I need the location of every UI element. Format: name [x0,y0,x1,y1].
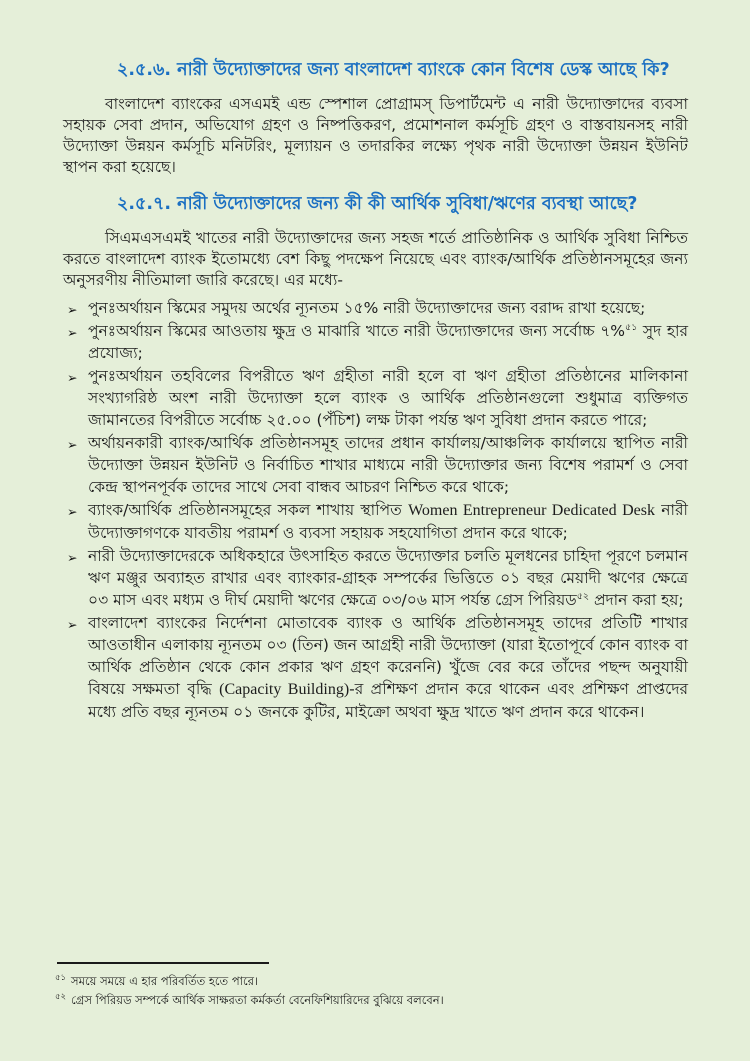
footnote-2 [55,992,695,1009]
section-paragraph-2-5-6: বাংলাদেশ ব্যাংকের এসএমই এন্ড স্পেশাল প্রোগ্রামস্ ডিপার্টমেন্ট এ নারী উদ্যোক্তাদের ব্যবসা সহায়ক সেবা প্রদান, অভিযোগ গ্রহণ ও নিষ্পত্তিকরণ, প্রমোশনাল কর্মসূচি গ্রহণ ও বাস্তবায়নসহ নারী উদ্যোক্তা উন্নয়ন কর্মসূচি মনিটরিং, মূল্যায়ন ও তদারকির লক্ষ্যে পৃথক নারী উদ্যোক্তা উন্নয়ন ইউনিট স্থাপন করা হয়েছে। [63,95,688,176]
bullet-text-english: (Capacity Building) [219,681,350,698]
arrow-bullet-icon: ➢ [67,437,78,452]
footnote-ref-51: ৫১ [625,321,638,333]
bullet-item-6 [63,545,688,611]
section-intro-2-5-7: সিএমএসএমই খাতের নারী উদ্যোক্তাদের জন্য সহজ শর্তে প্রাতিষ্ঠানিক ও আর্থিক সুবিধা নিশ্চিত করতে বাংলাদেশ ব্যাংক ইতোমধ্যে বেশ কিছু পদক্ষেপ নিয়েছে এবং ব্যাংক/আর্থিক প্রতিষ্ঠানসমূহের জন্য অনুসরণীয় নীতিমালা জারি করেছে। এর মধ্যে- [63,229,688,289]
bullet-text: নারী উদ্যোক্তাগণকে যাবতীয় পরামর্শ ও ব্যবসা সহায়ক সহযোগিতা প্রদান করে থাকে; [88,501,688,542]
bullet-item-4 [63,432,688,498]
section-heading-2-5-6: ২.৫.৬. নারী উদ্যোক্তাদের জন্য বাংলাদেশ ব্যাংকে কোন বিশেষ ডেস্ক আছে কি? [117,60,670,80]
bullet-text: পুনঃঅর্থায়ন স্কিমের আওতায় ক্ষুদ্র ও মাঝারি খাতে নারী উদ্যোক্তাদের জন্য সর্বোচ্চ ৭% [88,322,626,340]
bullet-text: পুনঃঅর্থায়ন স্কিমের সমুদয় অর্থের ন্যূনতম ১৫% নারী উদ্যোক্তাদের জন্য বরাদ্দ রাখা হয়েছে; [88,299,646,317]
footnote-marker-52: ৫২ [55,991,67,1002]
arrow-bullet-icon: ➢ [67,370,78,385]
bullet-item-1 [63,297,688,319]
bullet-text: অর্থায়নকারী ব্যাংক/আর্থিক প্রতিষ্ঠানসমূহ তাদের প্রধান কার্যালয়/আঞ্চলিক কার্যালয়ে স্থাপিত নারী উদ্যোক্তা উন্নয়ন ইউনিট ও নির্বাচিত শাখার মাধ্যমে নারী উদ্যোক্তার জন্য বিশেষ পরামর্শ ও সেবা কেন্দ্র স্থাপনপূর্বক তাদের সাথে সেবা বান্ধব আচরণ নিশ্চিত করে থাকে; [88,434,688,496]
bullet-text: বাংলাদেশ ব্যাংকের নির্দেশনা মোতাবেক ব্যাংক ও আর্থিক প্রতিষ্ঠানসমূহ তাদের প্রতিটি শাখার আওতাধীন এলাকায় ন্যূনতম ০৩ (তিন) জন আগ্রহী নারী উদ্যোক্তা (যারা ইতোপূর্বে কোন ব্যাংক বা আর্থিক প্রতিষ্ঠান থেকে কোন প্রকার ঋণ গ্রহণ করেননি) খুঁজে বের করে তাঁদের পছন্দ অনুযায়ী বিষয়ে সক্ষমতা বৃদ্ধি [88,614,688,698]
arrow-bullet-icon: ➢ [67,504,78,519]
arrow-bullet-icon: ➢ [67,302,78,317]
footnote-text: গ্রেস পিরিয়ড সম্পর্কে আর্থিক সাক্ষরতা কর্মকর্তা বেনেফিশিয়ারিদের বুঝিয়ে বলবেন। [71,992,444,1007]
bullet-item-5 [63,499,688,544]
bullet-text: প্রদান করা হয়; [589,591,684,609]
bullet-list [63,297,688,723]
bullet-item-3 [63,365,688,431]
section-2-5-6 [63,57,688,178]
bullet-text: -র প্রশিক্ষণ প্রদান করে থাকেন এবং প্রশিক্ষণ প্রাপ্তদের মধ্যে প্রতি বছর ন্যূনতম ০১ জনকে কুটির, মাইক্রো অথবা ক্ষুদ্র খাতে ঋণ প্রদান করে থাকেন। [88,680,688,721]
bullet-text: পুনঃঅর্থায়ন তহবিলের বিপরীতে ঋণ গ্রহীতা নারী হলে বা ঋণ গ্রহীতা প্রতিষ্ঠানের মালিকানা সংখ্যাগরিষ্ঠ অংশ নারী উদ্যোক্তা হলে ব্যাংক ও আর্থিক প্রতিষ্ঠানগুলো শুধুমাত্র ব্যক্তিগত জামানতের বিপরীতে সর্বোচ্চ ২৫.০০ (পঁচিশ) লক্ষ টাকা পর্যন্ত ঋণ সুবিধা প্রদান করতে পারে; [88,367,688,429]
footnotes-area [55,962,695,1010]
arrow-bullet-icon: ➢ [67,550,78,565]
bullet-text: ব্যাংক/আর্থিক প্রতিষ্ঠানসমূহের সকল শাখায় স্থাপিত [88,501,409,519]
bullet-item-7 [63,612,688,723]
bullet-text-english: Women Entrepreneur Dedicated Desk [408,502,655,519]
footnote-ref-52: ৫২ [576,590,590,602]
bullet-text: সুদ হার প্রযোজ্য; [88,322,688,362]
footnote-divider [57,962,269,964]
bullet-text: নারী উদ্যোক্তাদেরকে অধিকহারে উৎসাহিত করতে উদ্যোক্তার চলতি মূলধনের চাহিদা পূরণে চলমান ঋণ মঞ্জুর অব্যাহত রাখার এবং ব্যাংকার-গ্রাহক সম্পর্কের ভিত্তিতে ০১ বছর মেয়াদী ঋণের ক্ষেত্রে ০৩ মাস এবং মধ্যম ও দীর্ঘ মেয়াদী ঋণের ক্ষেত্রে ০৩/০৬ মাস পর্যন্ত গ্রেস পিরিয়ড [88,547,688,609]
section-heading-2-5-7: ২.৫.৭. নারী উদ্যোক্তাদের জন্য কী কী আর্থিক সুবিধা/ঋণের ব্যবস্থা আছে? [117,194,638,214]
bullet-item-2 [63,320,688,364]
footnote-marker-51: ৫১ [55,973,67,984]
footnote-1 [55,973,695,990]
section-2-5-7 [63,191,688,723]
arrow-bullet-icon: ➢ [67,617,78,632]
arrow-bullet-icon: ➢ [67,325,78,340]
footnote-text: সময়ে সময়ে এ হার পরিবর্তিত হতে পারে। [71,974,259,988]
